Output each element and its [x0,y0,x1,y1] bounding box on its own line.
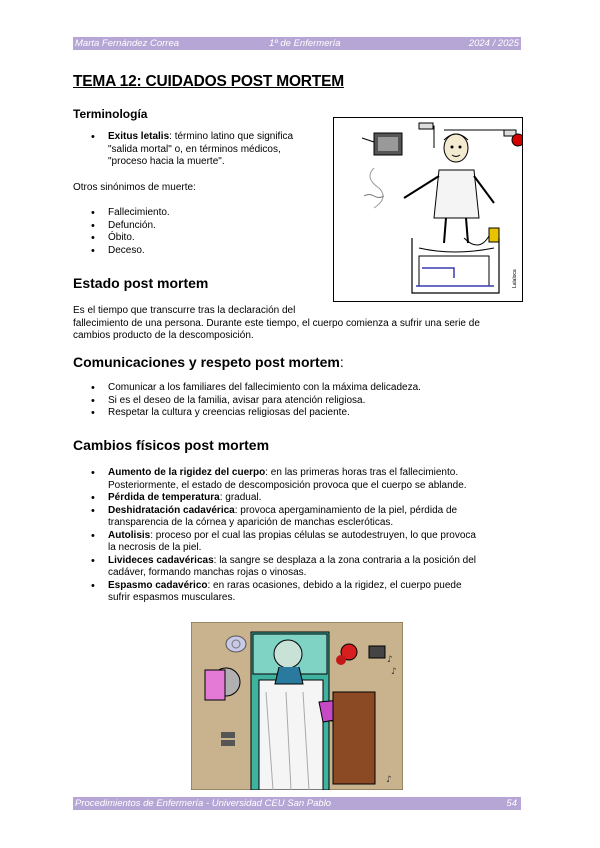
svg-text:♪: ♪ [391,667,397,677]
page-number: 54 [506,798,517,809]
list-item: • Autolisis: proceso por el cual las propias células se autodestruyen, lo que provoca la necrosis de la piel. [91,530,531,555]
dresser [333,692,375,784]
list-item: • Exitus letalis: término latino que significa "salida mortal" o, en términos médicos, "proceso hacia la muerte". [91,131,331,169]
rug-icon [226,636,246,652]
patient-head [444,134,468,162]
comunicaciones-heading: Comunicaciones y respeto post mortem: [73,354,344,370]
list-item: • Deceso. [91,245,170,258]
visitor-body [205,670,225,700]
terminology-heading: Terminología [73,107,148,121]
list-item: • Defunción. [91,220,170,233]
estado-paragraph: Es el tiempo que transcurre tras la declaración del fallecimiento de una persona. Durante este tiempo, el cuerpo comienza a sufrir una serie de cambios producto de la descomposición. [73,305,480,341]
artist-signature: Lalaloca [512,269,518,288]
page-footer [73,797,521,810]
synonyms-list [91,207,170,257]
patient-illustration-svg [334,118,522,301]
list-item: • Fallecimiento. [91,207,170,220]
patient-gown [434,170,479,218]
cambios-heading: Cambios físicos post mortem [73,437,270,453]
page-title: TEMA 12: CUIDADOS POST MORTEM [73,73,344,90]
header-year: 2024 / 2025 [468,38,519,49]
estado-heading: Estado post mortem [73,275,209,291]
list-item: • Óbito. [91,232,170,245]
list-item: • Aumento de la rigidez del cuerpo: en las primeras horas tras el fallecimiento. Posteriormente, el estado de descomposición provoca que el cuerpo se ablande. [91,467,531,492]
terminology-list [91,131,331,169]
list-item: • Pérdida de temperatura: gradual. [91,492,531,505]
list-item: • Espasmo cadavérico: en raras ocasiones, debido a la rigidez, el cuerpo puede sufrir espasmos musculares. [91,580,531,605]
comunicaciones-list [91,382,421,420]
cambios-list [91,467,531,605]
list-item: • Deshidratación cadavérica: provoca apergaminamiento de la piel, pérdida de transparencia de la córnea y aparición de manchas escleróticas. [91,505,531,530]
list-item: • Respetar la cultura y creencias religiosas del paciente. [91,407,421,420]
room-illustration-svg [191,622,403,790]
svg-text:♪: ♪ [386,775,392,785]
list-item: • Si es el deseo de la familia, avisar para atención religiosa. [91,395,421,408]
footer-text: Procedimientos de Enfermería - Universidad CEU San Pablo [75,798,332,809]
header-author: Marta Fernández Correa [75,38,180,49]
alarm-icon [512,134,522,146]
patient-head [274,640,302,668]
header-course: 1º de Enfermería [269,38,341,49]
page-header [73,37,521,50]
svg-text:♪: ♪ [387,655,393,665]
list-item: • Livideces cadavéricas: la sangre se desplaza a la zona contraria a la posición del cadáver, formando manchas rojas o vinosas. [91,555,531,580]
synonyms-intro: Otros sinónimos de muerte: [73,182,196,193]
urine-bag-icon [489,228,499,242]
list-item: • Comunicar a los familiares del fallecimiento con la máxima delicadeza. [91,382,421,395]
illustration-family-room [191,622,403,790]
term-exitus: Exitus letalis [108,131,170,142]
illustration-deceased-patient [333,117,523,302]
